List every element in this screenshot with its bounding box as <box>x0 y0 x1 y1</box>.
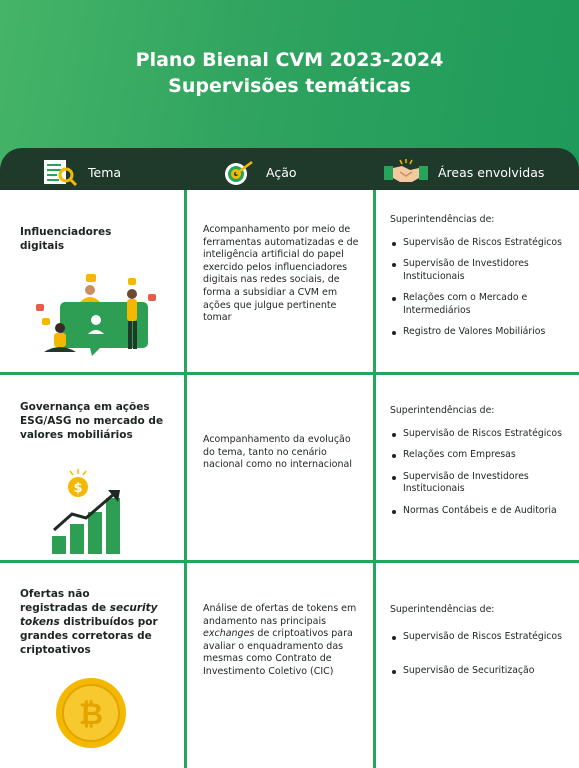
list-item: Relações com Empresas <box>390 449 570 462</box>
list-item: Registro de Valores Mobiliários <box>390 326 570 339</box>
bitcoin-icon: ₿ <box>78 697 104 732</box>
row-divider <box>0 372 579 375</box>
list-item: Normas Contábeis e de Auditoria <box>390 505 570 518</box>
column-header-areas-label: Áreas envolvidas <box>438 164 545 180</box>
row-3-theme: Ofertas não registradas de security tokens distribuídos por grandes corretoras de criptoativos <box>20 588 158 656</box>
column-header-acao <box>222 148 297 196</box>
list-item: Supervisão de Securitização <box>390 665 575 678</box>
areas-intro: Superintendências de: <box>390 405 495 416</box>
areas-list <box>390 237 570 339</box>
list-item: Supervisão de Riscos Estratégicos <box>390 428 570 441</box>
areas-intro: Superintendências de: <box>390 214 495 225</box>
target-icon <box>222 158 256 186</box>
row-2-areas <box>390 405 570 526</box>
row-1-areas <box>390 214 570 348</box>
row-2-theme: Governança em ações ESG/ASG no mercado de valores mobiliários <box>20 401 164 441</box>
list-item: Relações com o Mercado e Intermediários <box>390 292 570 317</box>
coin-dollar-icon: $ <box>73 481 83 496</box>
column-header-tema-label: Tema <box>88 164 122 180</box>
list-item: Supervisão de Investidores Institucionais <box>390 258 570 283</box>
list-item: Supervisão de Investidores Institucionais <box>390 471 570 496</box>
column-header-tema <box>42 148 121 196</box>
list-item: Supervisão de Riscos Estratégicos <box>390 237 570 250</box>
row-3-action: Análise de ofertas de tokens em andamento nas principais exchanges de criptoativos para avaliar o enquadramento das mesmas como Contrato de Investimento Coletivo (CIC) <box>203 603 357 677</box>
growth-chart-illustration <box>48 466 128 556</box>
column-divider <box>373 190 376 768</box>
row-1-action: Acompanhamento por meio de ferramentas automatizadas e de inteligência artificial do papel exercido pelos influenciadores digitais nas redes sociais, de forma a subsidiar a CVM em ações que julgue pertinente tomar <box>203 224 359 324</box>
row-divider <box>0 560 579 563</box>
title-line-1: Plano Bienal CVM 2023-2024 <box>135 49 444 71</box>
influencer-illustration <box>30 268 170 360</box>
document-search-icon <box>42 158 78 186</box>
row-3-areas <box>390 604 575 687</box>
column-divider <box>184 190 187 768</box>
handshake-icon <box>384 158 428 186</box>
bitcoin-coin-illustration <box>54 676 128 750</box>
column-header-areas <box>384 148 544 196</box>
areas-intro: Superintendências de: <box>390 604 495 615</box>
row-2-action: Acompanhamento da evolução do tema, tanto no cenário nacional como no internacional <box>203 434 352 471</box>
column-header-acao-label: Ação <box>266 164 297 180</box>
list-item: Supervisão de Riscos Estratégicos <box>390 631 575 644</box>
areas-list <box>390 428 570 518</box>
row-1-theme: Influenciadores digitais <box>20 226 112 252</box>
areas-list <box>390 631 575 678</box>
page-title <box>0 47 579 99</box>
title-line-2: Supervisões temáticas <box>168 75 411 97</box>
